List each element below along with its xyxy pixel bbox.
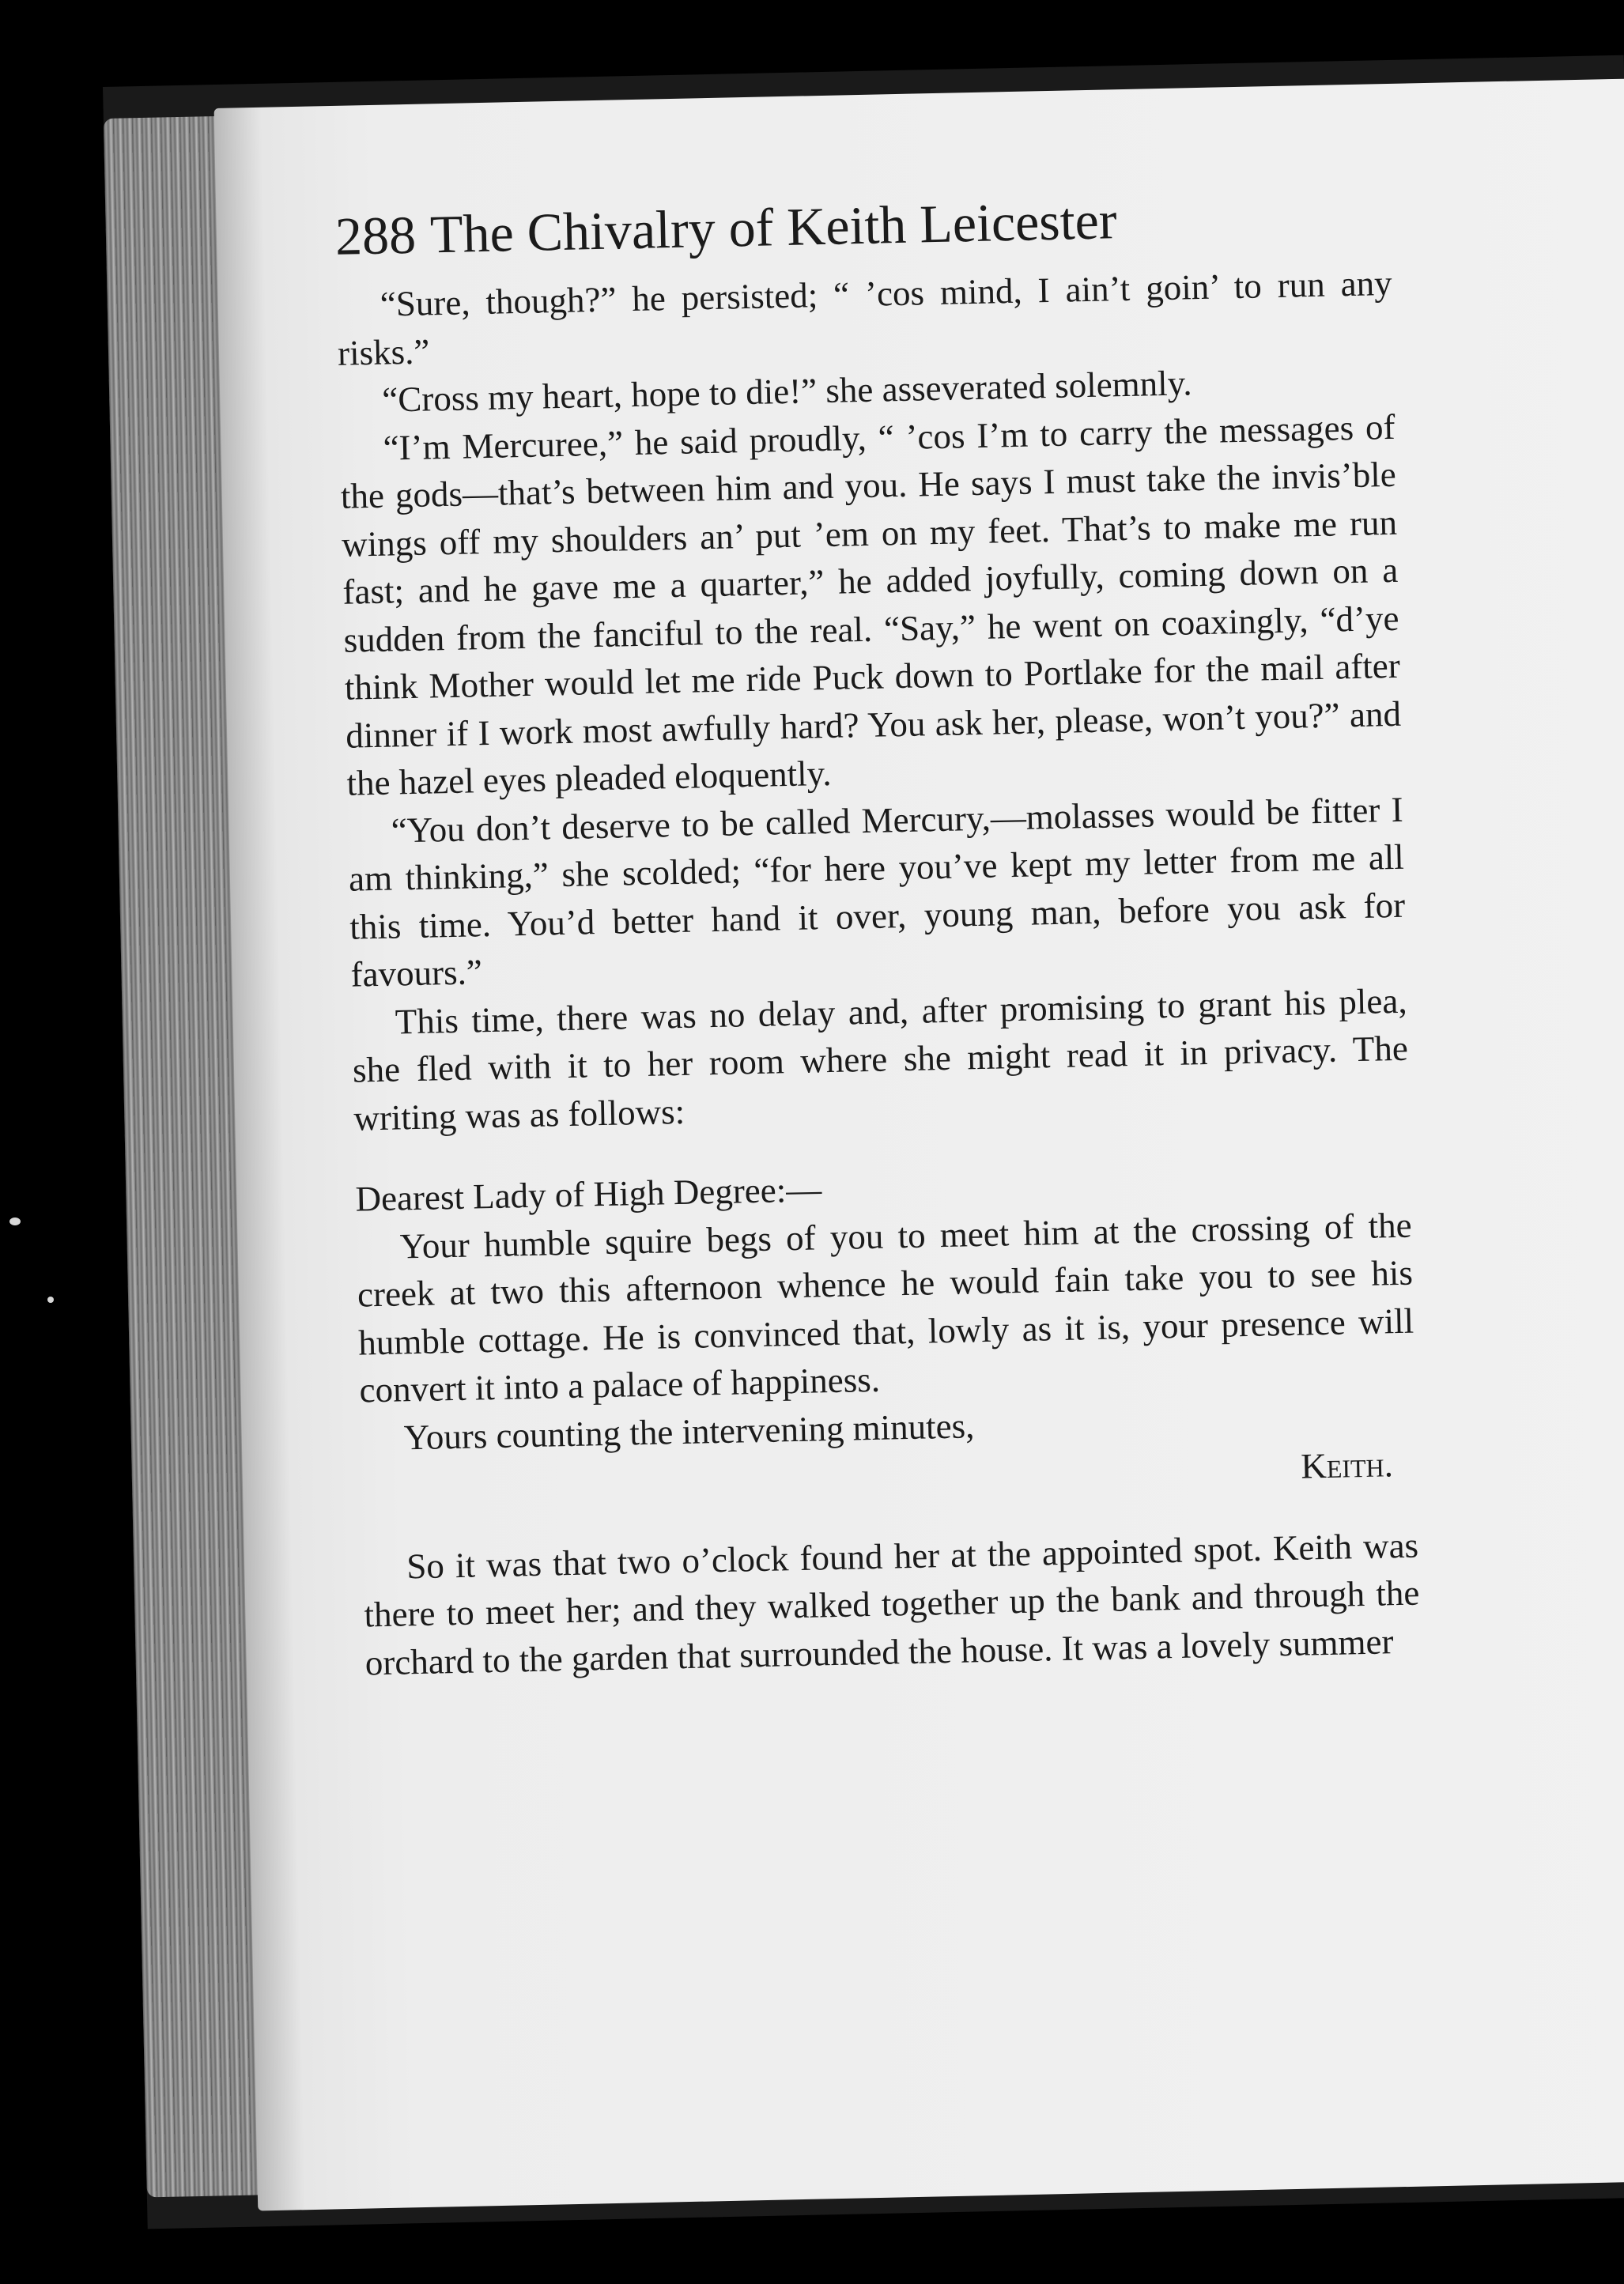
paragraph: This time, there was no delay and, after promising to grant his plea, she fled with it to her room where she might read it in privacy. The writing was as follows: [352,980,1409,1138]
paragraph: “Cross my heart, hope to die!” she asseverated solemnly. [381,363,1192,420]
letter-signature: Keith. [1300,1444,1394,1486]
page [214,78,1624,2210]
dust-speck [47,1297,54,1303]
letter [355,1153,1418,1510]
paragraph: “You don’t deserve to be called Mercury,—molasses would be fitter I am thinking,” she scolded; “for here you’ve kept my letter from me all this time. You’d better hand it over, young man, before you ask for favours.” [348,789,1406,995]
dust-speck [9,1218,21,1225]
letter-closing: Yours counting the intervening minutes, [403,1405,975,1457]
letter-body: Your humble squire begs of you to meet him at the crossing of the creek at two this afternoon whence he would fain take you to see his humble cottage. He is convinced that, lowly as it is, your presence will convert it into a palace of happiness. [357,1205,1414,1410]
paragraph: So it was that two o’clock found her at the appointed spot. Keith was there to meet her; and they walked together up the bank and through the orchard to the garden that surrounded the house. It was a lovely summer [364,1525,1420,1682]
book [103,55,1624,2229]
paragraph: “Sure, though?” he persisted; “ ’cos mind, I ain’t goin’ to run any risks.” [337,262,1393,373]
letter-salutation: Dearest Lady of High Degree:— [355,1169,822,1219]
book-title: The Chivalry of Keith Leicester [429,190,1118,265]
running-head [334,179,1392,272]
paragraph: “I’m Mercuree,” he said proudly, “ ’cos I’m to carry the messages of the gods—that’s between him and you. He says I must take the invis’ble wings off my shoulders an’ put ’em on my feet. That’s to make me run fast; and he gave me a quarter,” he added joyfully, coming down on a sudden from the fanciful to the real. “Say,” he went on coaxingly, “d’ye think Mother would let me ride Puck down to Portlake for the mail after dinner if I work most awfully hard? You ask her, please, won’t you?” and the hazel eyes pleaded eloquently. [340,406,1402,803]
page-text [334,179,1421,1687]
page-number: 288 [334,204,417,266]
